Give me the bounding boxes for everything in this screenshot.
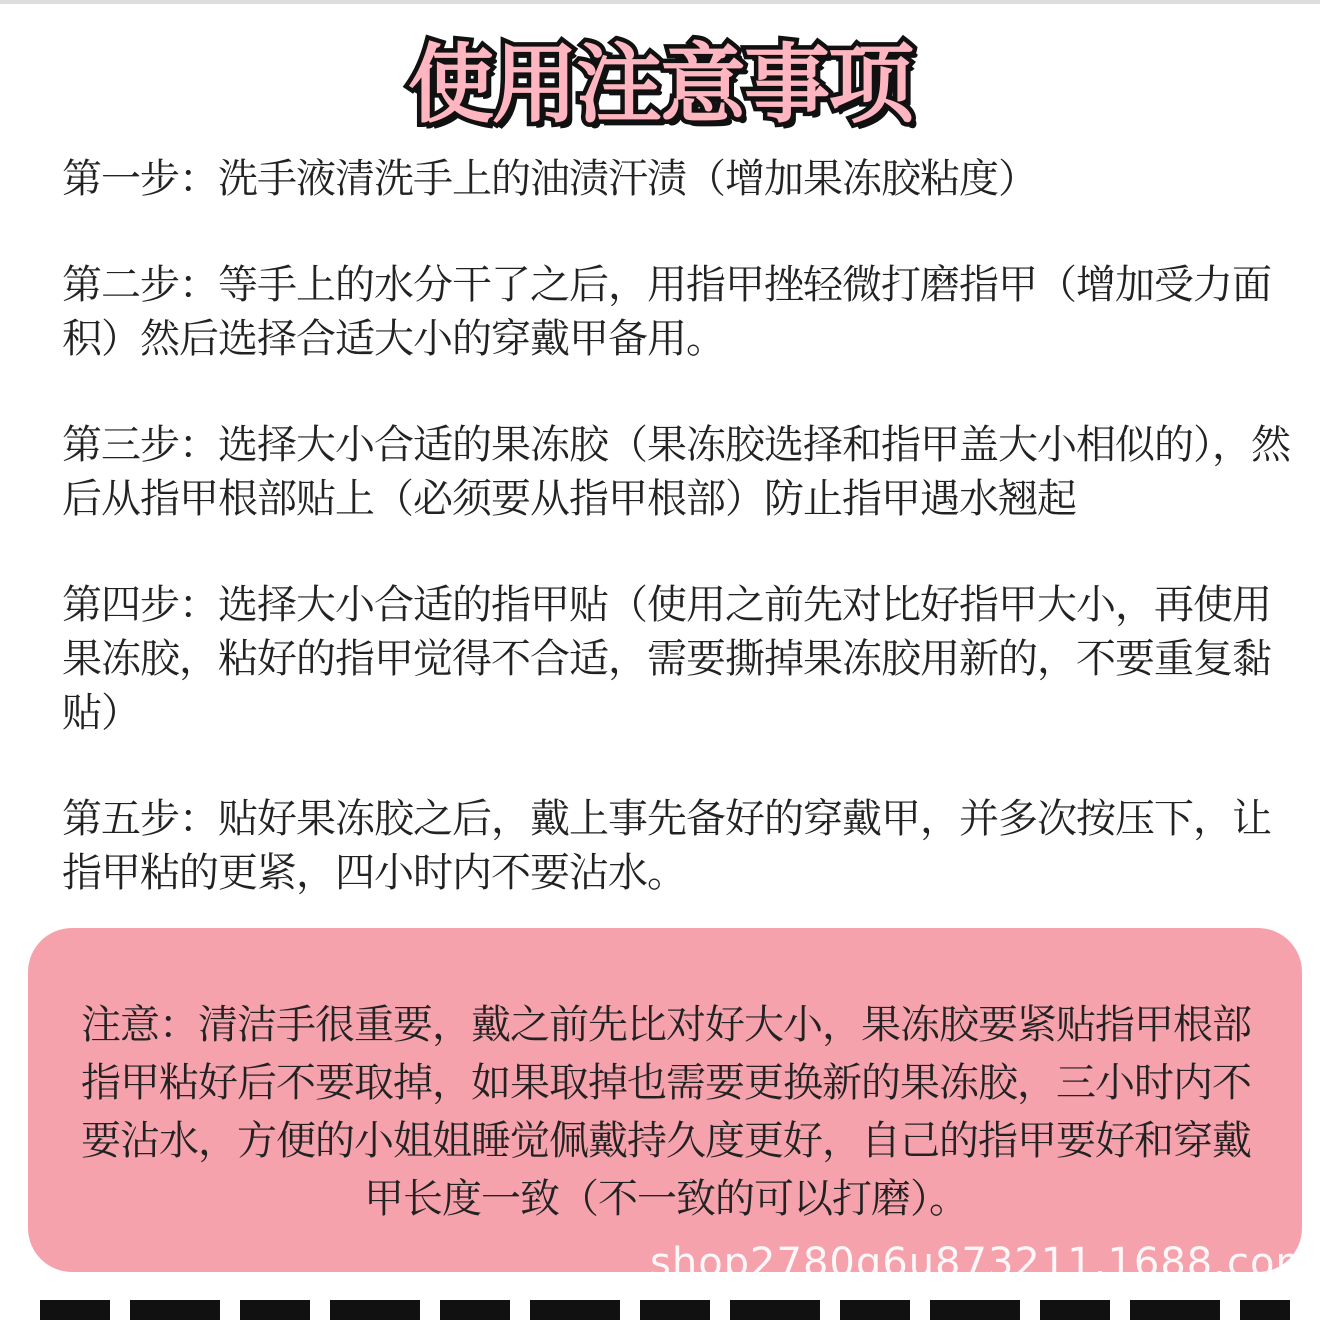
cropped-text-strip <box>40 1300 1290 1320</box>
note-text: 注意：清洁手很重要，戴之前先比对好大小，果冻胶要紧贴指甲根部指甲粘好后不要取掉，如果取掉也需要更换新的果冻胶，三小时内不要沾水，方便的小姐姐睡觉佩戴持久度更好，自己的指甲要好和穿戴甲长度一致（不一致的可以打磨）。 <box>81 1002 1251 1222</box>
page-title: 使用注意事项 <box>408 35 912 135</box>
note-box <box>28 928 1302 1272</box>
step-3: 第三步：选择大小合适的果冻胶（果冻胶选择和指甲盖大小相似的），然后从指甲根部贴上（必须要从指甲根部）防止指甲遇水翘起 <box>62 422 1290 522</box>
steps-list <box>62 152 1302 952</box>
top-border <box>0 0 1320 4</box>
step-5: 第五步：贴好果冻胶之后，戴上事先备好的穿戴甲，并多次按压下，让指甲粘的更紧，四小时内不要沾水。 <box>62 796 1271 896</box>
step-4: 第四步：选择大小合适的指甲贴（使用之前先对比好指甲大小，再使用果冻胶，粘好的指甲觉得不合适，需要撕掉果冻胶用新的，不要重复黏贴） <box>62 582 1271 736</box>
watermark: shop2780g6u873211.1688.com <box>650 1240 1316 1286</box>
step-1: 第一步：洗手液清洗手上的油渍汗渍（增加果冻胶粘度） <box>62 156 1037 202</box>
step-2: 第二步：等手上的水分干了之后，用指甲挫轻微打磨指甲（增加受力面积）然后选择合适大小的穿戴甲备用。 <box>62 262 1271 362</box>
